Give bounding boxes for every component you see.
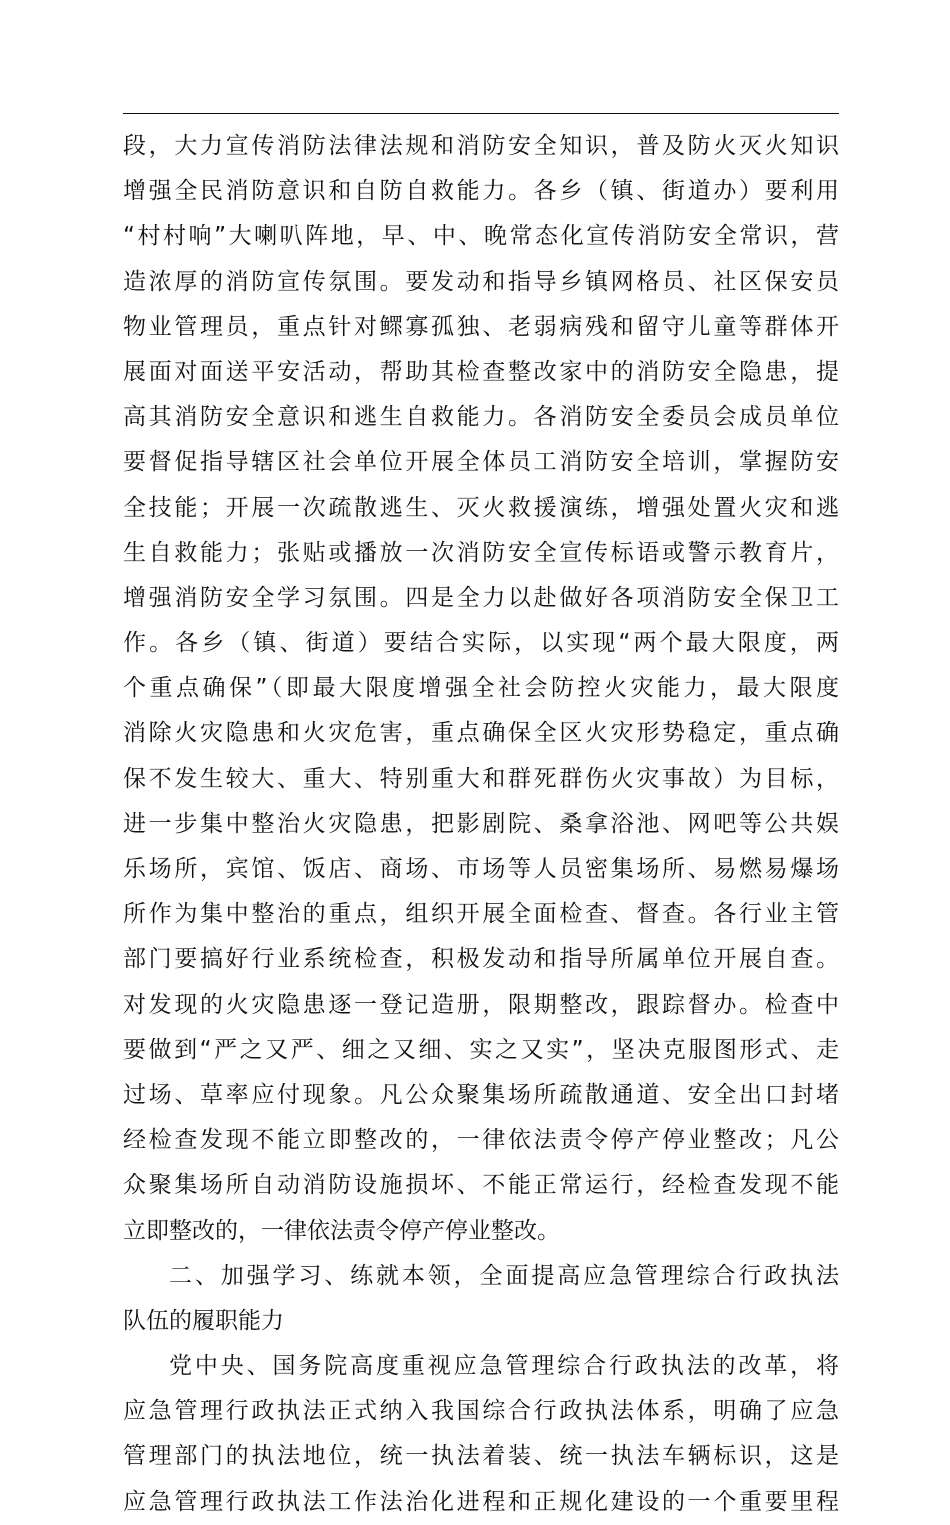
text-line: 进一步集中整治火灾隐患，把影剧院、桑拿浴池、网吧等公共娱 xyxy=(123,810,839,837)
text-line: 全技能；开展一次疏散逃生、灭火救援演练，增强处置火灾和逃 xyxy=(123,494,839,521)
text-line: 党中央、国务院高度重视应急管理综合行政执法的改革，将 xyxy=(169,1353,839,1380)
text-line: 造浓厚的消防宣传氛围。要发动和指导乡镇网格员、社区保安员 xyxy=(123,268,839,295)
text-line: 对发现的火灾隐患逐一登记造册，限期整改，跟踪督办。检查中 xyxy=(123,991,839,1018)
text-line: 应急管理行政执法正式纳入我国综合行政执法体系，明确了应急 xyxy=(123,1398,839,1425)
text-line: 个重点确保”（即最大限度增强全社会防控火灾能力，最大限度 xyxy=(123,675,839,702)
text-line: 消除火灾隐患和火灾危害，重点确保全区火灾形势稳定，重点确 xyxy=(123,720,839,747)
text-line: 过场、草率应付现象。凡公众聚集场所疏散通道、安全出口封堵 xyxy=(123,1081,839,1108)
text-line: 增强消防安全学习氛围。四是全力以赴做好各项消防安全保卫工 xyxy=(123,584,839,611)
body-text xyxy=(123,124,839,1525)
text-line: 部门要搞好行业系统检查，积极发动和指导所属单位开展自查。 xyxy=(123,946,839,973)
text-line: 乐场所，宾馆、饭店、商场、市场等人员密集场所、易燃易爆场 xyxy=(123,856,839,882)
text-line: 增强全民消防意识和自防自救能力。各乡（镇、街道办）要利用 xyxy=(123,178,839,205)
text-line: 生自救能力；张贴或播放一次消防安全宣传标语或警示教育片， xyxy=(123,539,839,566)
text-line: 保不发生较大、重大、特别重大和群死群伤火灾事故）为目标， xyxy=(123,765,839,792)
text-line: 所作为集中整治的重点，组织开展全面检查、督查。各行业主管 xyxy=(123,901,839,928)
text-line: “村村响”大喇叭阵地，早、中、晚常态化宣传消防安全常识，营 xyxy=(123,223,839,250)
text-line: 要督促指导辖区社会单位开展全体员工消防安全培训，掌握防安 xyxy=(123,449,839,476)
text-line: 立即整改的，一律依法责令停产停业整改。 xyxy=(123,1217,560,1244)
text-line: 众聚集场所自动消防设施损坏、不能正常运行，经检查发现不能 xyxy=(123,1172,839,1199)
header-rule xyxy=(123,113,839,114)
text-line: 段，大力宣传消防法律法规和消防安全知识，普及防火灭火知识 xyxy=(123,133,839,159)
text-line: 展面对面送平安活动，帮助其检查整改家中的消防安全隐患，提 xyxy=(123,358,839,385)
text-line: 二、加强学习、练就本领，全面提高应急管理综合行政执法 xyxy=(169,1262,839,1289)
text-line: 物业管理员，重点针对鳏寡孤独、老弱病残和留守儿童等群体开 xyxy=(123,313,839,340)
text-line: 队伍的履职能力 xyxy=(123,1307,284,1334)
text-line: 经检查发现不能立即整改的，一律依法责令停产停业整改；凡公 xyxy=(123,1127,839,1154)
text-line: 要做到“严之又严、细之又细、实之又实”，坚决克服图形式、走 xyxy=(123,1036,839,1063)
text-line: 应急管理行政执法工作法治化进程和正规化建设的一个重要里程 xyxy=(123,1488,839,1515)
text-line: 高其消防安全意识和逃生自救能力。各消防安全委员会成员单位 xyxy=(123,404,839,431)
text-line: 管理部门的执法地位，统一执法着装、统一执法车辆标识，这是 xyxy=(123,1443,839,1470)
text-line: 作。各乡（镇、街道）要结合实际，以实现“两个最大限度，两 xyxy=(123,630,839,657)
